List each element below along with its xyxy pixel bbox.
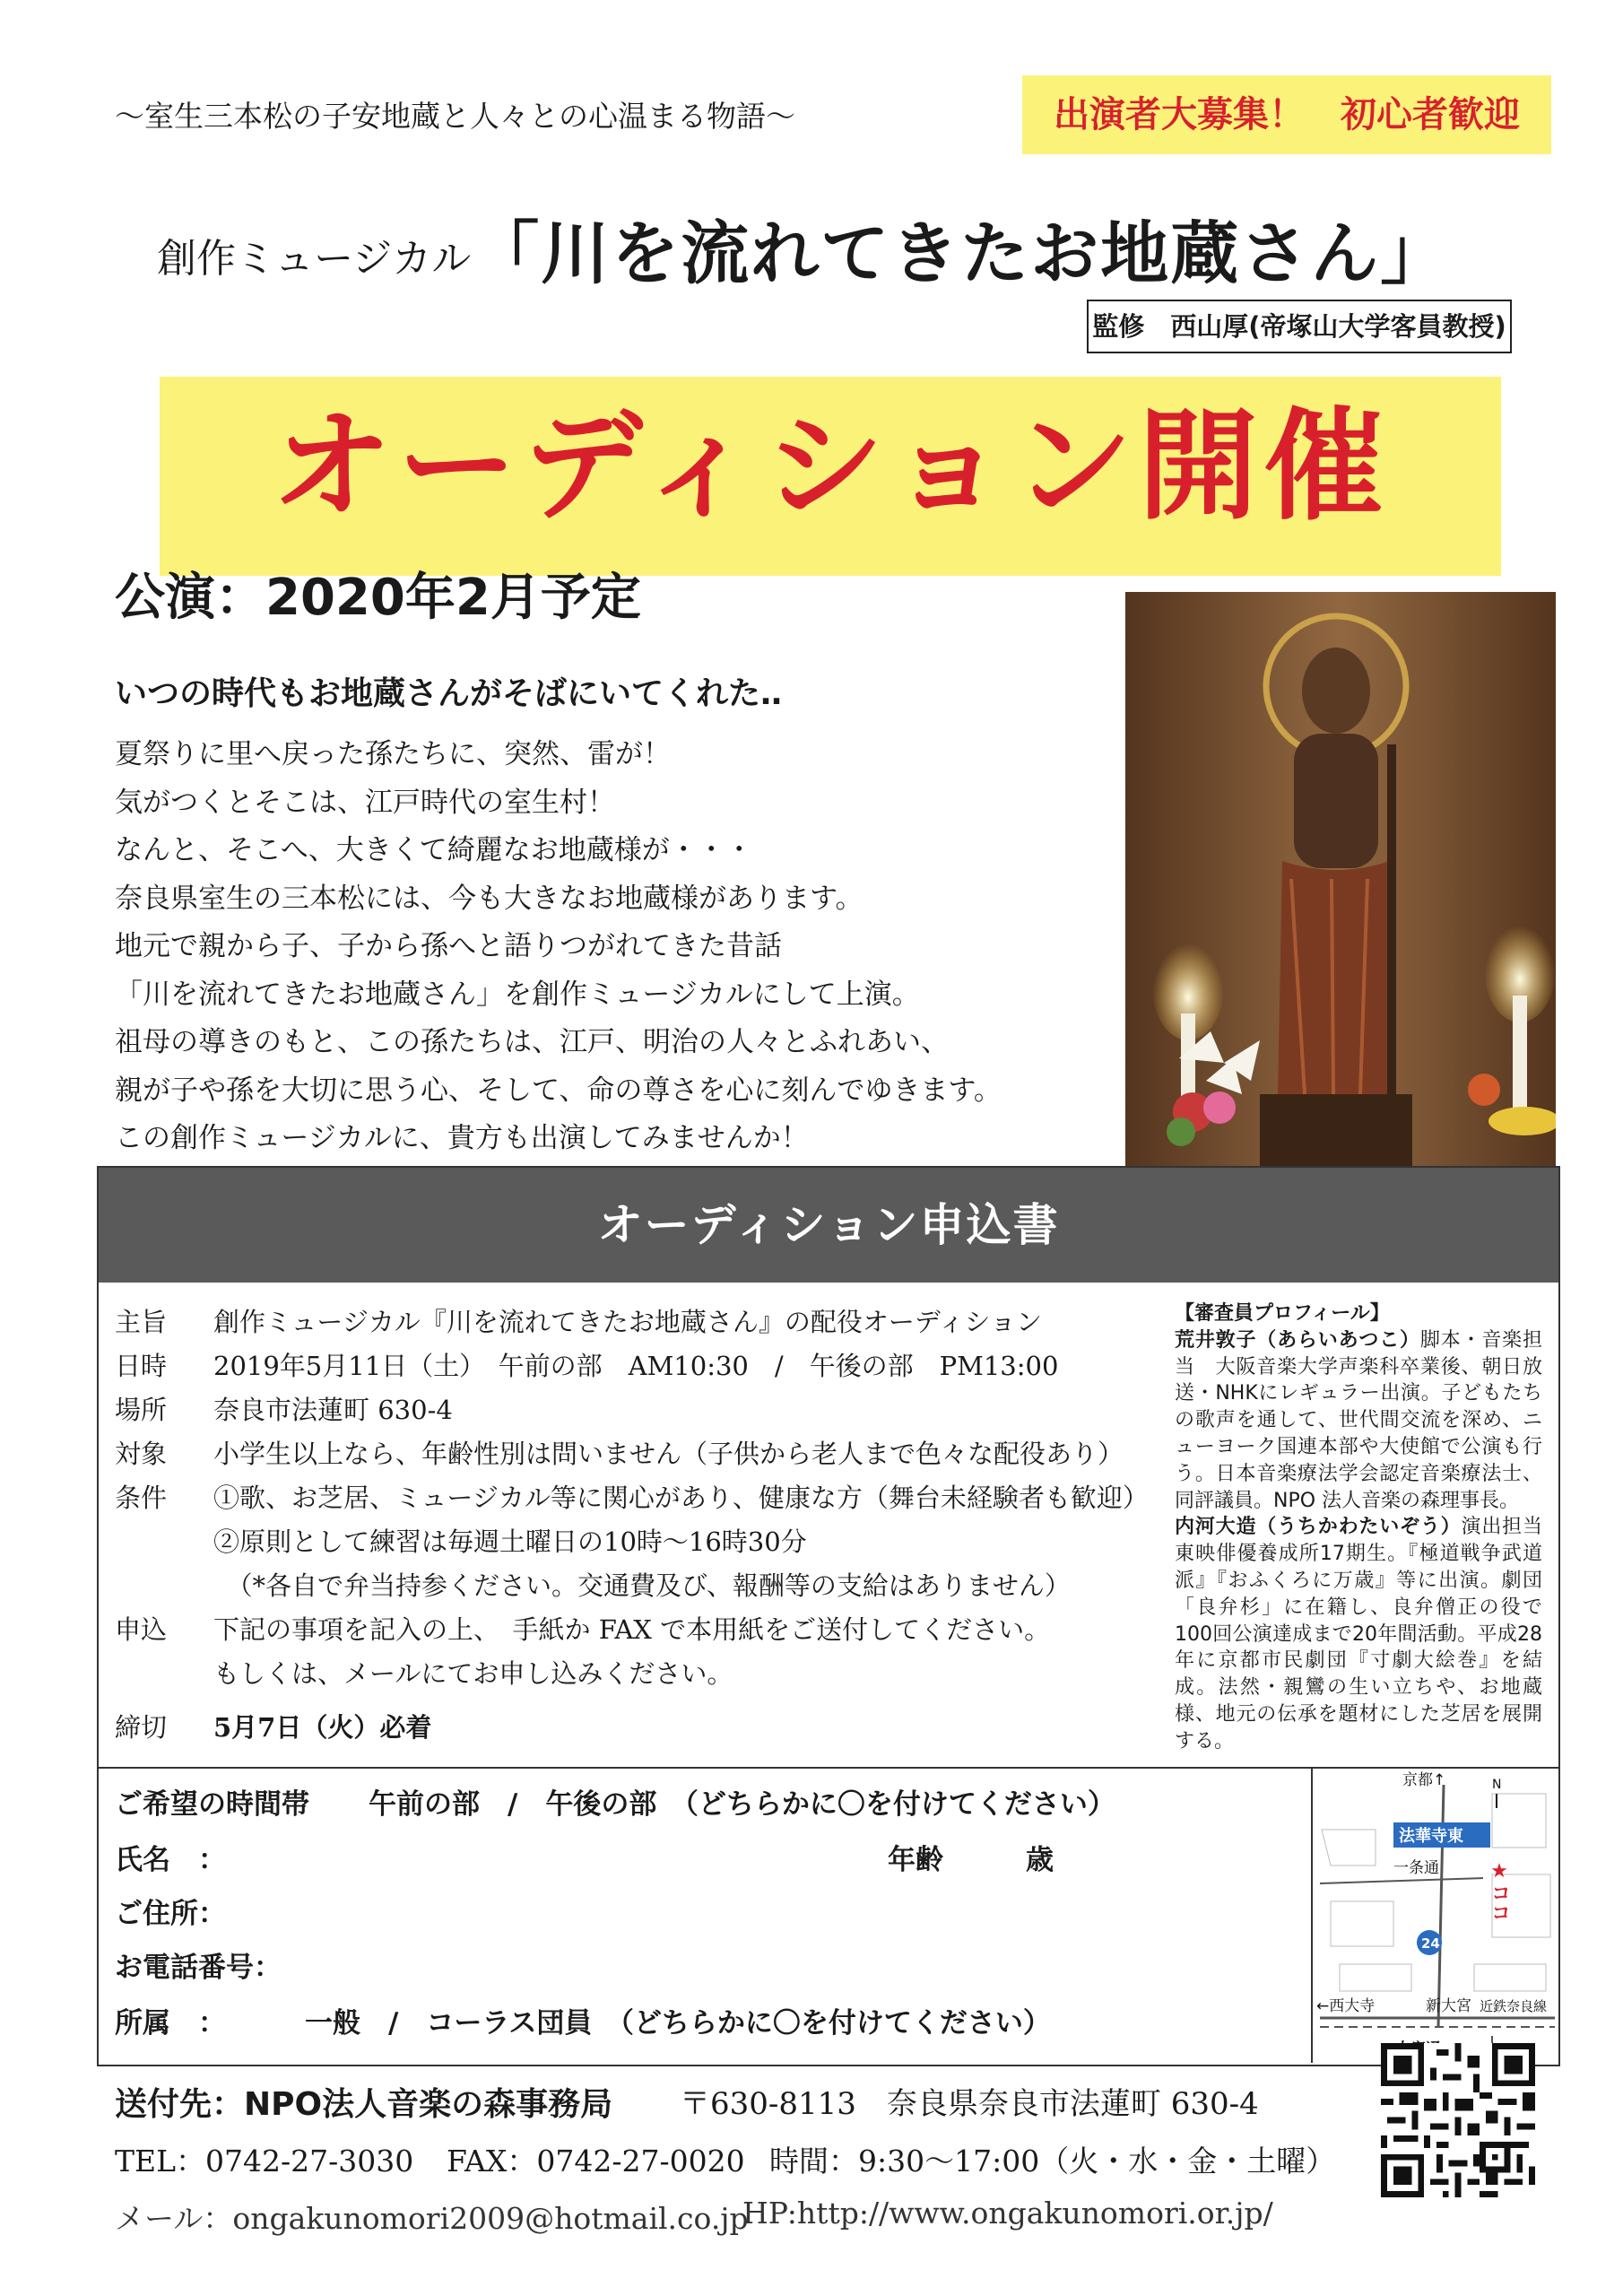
story-line: 「川を流れてきたお地蔵さん」を創作ミュージカルにして上演。 [115, 978, 920, 1011]
affiliation-row [115, 2000, 1051, 2040]
name-row [115, 1837, 226, 1877]
judge-profile-1 [1175, 1327, 1542, 1515]
story-text [115, 731, 1119, 1163]
map-ichijo: 一条通 [1393, 1859, 1439, 1877]
audition-title: オーディション開催 [271, 396, 1390, 536]
address-label: ご住所： [115, 1898, 226, 1930]
subtitle: 〜室生三本松の子安地蔵と人々との心温まる物語〜 [115, 99, 795, 134]
detail-row: 条件 ①歌、お芝居、ミュージカル等に関心があり、健康な方（舞台未経験者も歓迎） [115, 1483, 1149, 1513]
recruit-badge: 出演者大募集！ 初心者歓迎 [1022, 75, 1551, 154]
detail-row: 申込 下記の事項を記入の上、 手紙か FAX で本用紙をご送付してください。 [115, 1614, 1051, 1645]
qr-code-icon [1381, 2043, 1535, 2197]
map-route: 24 [1421, 1935, 1440, 1952]
footer-fax: FAX：0742-27-0020 [447, 2144, 745, 2179]
detail-row: 場所 奈良市法蓮町 630-4 [115, 1395, 453, 1425]
age-unit: 歳 [1026, 1844, 1054, 1876]
footer-postal: 〒630-8113 奈良県奈良市法蓮町 630-4 [680, 2086, 1259, 2122]
map-hokkeji: 法華寺東 [1399, 1827, 1463, 1846]
phone-label: お電話番号： [115, 1952, 282, 1984]
jizo-photo [1125, 592, 1556, 1166]
detail-row: 主旨 創作ミュージカル『川を流れてきたお地蔵さん』の配役オーディション [115, 1307, 1042, 1337]
map-kyoto: 京都↑ [1402, 1771, 1446, 1789]
detail-row: 日時 2019年5月11日（土） 午前の部 AM10:30 / 午後の部 PM13:00 [115, 1351, 1059, 1381]
story-line: 気がつくとそこは、江戸時代の室生村！ [115, 786, 615, 819]
footer-hours: 時間：9:30〜17:00（火・水・金・土曜） [769, 2144, 1336, 2179]
judge-name-2: 内河大造（うちかわたいぞう） [1175, 1516, 1462, 1539]
map-icon [1311, 1767, 1560, 2063]
application-form [97, 1166, 1560, 2066]
footer-hp: HP:http://www.ongakunomori.or.jp/ [742, 2196, 1273, 2231]
story-line: なんと、そこへ、大きくて綺麗なお地蔵様が・・・ [115, 834, 753, 866]
affiliation-label: 所属 ： [115, 2007, 226, 2039]
footer-email: メール：ongakunomori2009@hotmail.co.jp [115, 2201, 749, 2236]
supervisor-box: 監修 西山厚(帝塚山大学客員教授) [1087, 300, 1512, 353]
age-row [888, 1837, 1054, 1877]
judge-profile-2 [1175, 1514, 1562, 1754]
footer-sender: 送付先：NPO法人音楽の森事務局 [115, 2086, 613, 2123]
judge-name-1: 荒井敦子（あらいあつこ） [1175, 1328, 1420, 1352]
title-prefix: 創作ミュージカル [157, 236, 472, 282]
footer-tel: TEL：0742-27-3030 [115, 2144, 414, 2179]
judges-heading: 【審査員プロフィール】 [1175, 1302, 1390, 1325]
detail-row: ②原則として練習は毎週土曜日の10時〜16時30分 [213, 1526, 807, 1557]
map-shinomiya: 新大宮 [1426, 1997, 1471, 2015]
address-row [115, 1891, 226, 1931]
story-line: 地元で親から子、子から孫へと語りつがれてきた昔話 [115, 930, 782, 962]
detail-row-deadline: 締切 5月7日（火）必着 [115, 1712, 432, 1743]
map-north: N [1492, 1778, 1502, 1792]
age-label: 年齢 [888, 1844, 943, 1876]
time-slot-row [115, 1781, 1115, 1822]
judge-text-1: 脚本・音楽担当 大阪音楽大学声楽科卒業後、朝日放送・NHKにレギュラー出演。子どもたちの歌声を通して、世代間交流を深め、ニューヨーク国連本部や大使館で公演も行う。日本音楽療法学会認定音楽療法士、同評議員。NPO 法人音楽の森理事長。 [1175, 1328, 1542, 1512]
judges-profile [1175, 1300, 1562, 1755]
performance-date: 公演：2020年2月予定 [115, 569, 641, 627]
phone-row [115, 1944, 282, 1985]
map-kintetsu: 近鉄奈良線 [1480, 1998, 1548, 2014]
detail-row: もしくは、メールにてお申し込みください。 [213, 1658, 733, 1689]
detail-row: （*各自で弁当持参ください。交通費及び、報酬等の支給はありません） [213, 1570, 1071, 1601]
title [157, 199, 1450, 297]
map-saidaiji: ←西大寺 [1316, 1997, 1376, 2015]
map-here: ★ココ [1488, 1860, 1511, 1922]
story-line: 夏祭りに里へ戻った孫たちに、突然、雷が！ [115, 738, 671, 770]
time-slot-options[interactable]: 午前の部 / 午後の部 （どちらかに〇を付けてください） [369, 1788, 1115, 1821]
form-header: オーディション申込書 [99, 1168, 1558, 1283]
story-line: 親が子や孫を大切に思う心、そして、命の尊さを心に刻んでゆきます。 [115, 1074, 1002, 1107]
affiliation-options[interactable]: 一般 / コーラス団員 （どちらかに〇を付けてください） [305, 2007, 1051, 2039]
name-label: 氏名 ： [115, 1844, 226, 1876]
title-main: 「川を流れてきたお地蔵さん」 [471, 213, 1451, 293]
story-line: 祖母の導きのもと、この孫たちは、江戸、明治の人々とふれあい、 [115, 1026, 949, 1058]
story-line: この創作ミュージカルに、貴方も出演してみませんか！ [115, 1122, 809, 1154]
story-line: 奈良県室生の三本松には、今も大きなお地蔵様があります。 [115, 882, 864, 915]
time-slot-label: ご希望の時間帯 [115, 1788, 309, 1821]
tagline: いつの時代もお地蔵さんがそばにいてくれた‥ [115, 675, 783, 712]
judge-text-2: 演出担当 東映俳優養成所17期生。『極道戦争武道派』『おふくろに万歳』等に出演。劇団「良弁杉」に在籍し、良弁僧正の役で100回公演達成まで20年間活動。平成28年に京都市民劇団『寸劇大絵巻』を結成。法然・親鸞の生い立ちや、お地蔵様、地元の伝承を題材にした芝居を展開する。 [1175, 1516, 1562, 1752]
detail-row: 対象 小学生以上なら、年齢性別は問いません（子供から老人まで色々な配役あり） [115, 1439, 1124, 1469]
